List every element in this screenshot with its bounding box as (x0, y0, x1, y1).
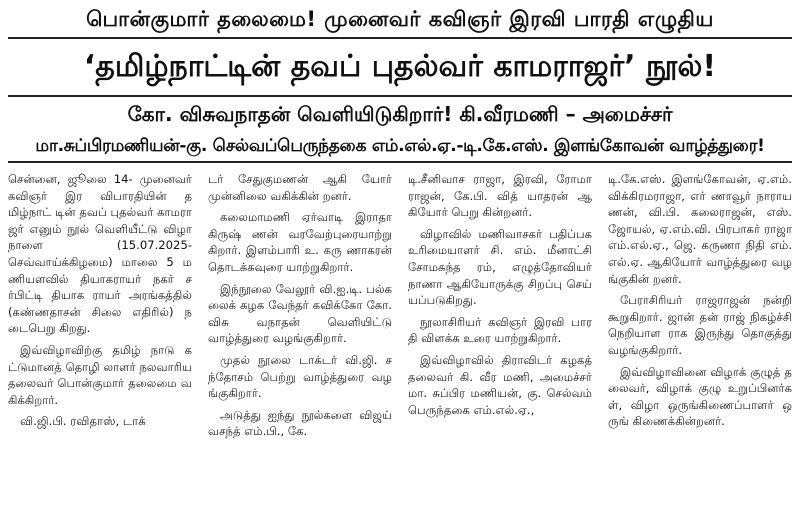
paragraph: இவ்விழாவிற்கு தமிழ் நாடு கட்டுமானத் தொழி லாளர் நலவாரிய தலைவர் பொன்குமார் தலைமை வகிக்கிறார். (8, 342, 192, 407)
headline-sub-2: மா.சுப்பிரமணியன்-கு. செல்வப்பெருந்தகை எம்.எல்.ஏ.-டி.கே.எஸ். இளங்கோவன் வாழ்த்துரை! (8, 131, 792, 163)
paragraph: நூலாசிரியர் கவிஞர் இரவி பாரதி விளக்க உரை யாற்றுகிறார். (408, 314, 592, 346)
article-body (8, 163, 792, 511)
paragraph: இந்நூலை வேலூர் வி.ஐ.டி. பல்கலைக் கழக வேந்தர் கவிக்கோ கோ. விசு வநாதன் வெளியிட்டு வாழ்த்துரை வழங்குகிறார். (208, 281, 392, 346)
article-column-4 (608, 171, 792, 511)
paragraph: டி.சீனிவாச ராஜா, இரவி, ரோமா ராஜன், கே.பி. வித் யாதரன் ஆகியோர் பெறு கின்றனர். (408, 172, 592, 220)
paragraph: இவ்விழாவினை விழாக் குழுத் தலைவர், விழாக் குழு உறுப்பினர்கள், விழா ஒருங்கிணைப்பாளர் ஒருங் கிணைக்கின்றனர். (608, 364, 792, 429)
paragraph: வி.ஜி.பி. ரவிதாஸ், டாக் (20, 414, 146, 429)
paragraph: பேராசிரியர் ராஜராஜன் நன்றி கூறுகிறார். ஜான் தன் ராஜ் நிகழ்ச்சி நெறியாள ராக இருந்து தொகுத்து வழங்குகிறார். (608, 293, 792, 357)
paragraph: இவ்விழாவில் திராவிடர் கழகத் தலைவர் கி. வீர மணி, அமைச்சர் மா. சுப்பிர மணியன், கு. செல்வம் பெருந்தகை எம்.எல்.ஏ., (408, 352, 592, 417)
paragraph: முதல் நூலை டாக்டர் வி.ஜி. சந்தோசம் பெற்று வாழ்த்துரை வழங்குகிறார். (208, 352, 392, 401)
paragraph: விழாவில் மணிவாசகர் பதிப்பக உரிமையாளர் சி. எம். மீனாட்சி சோமசுந்த ரம், எழுத்தோவியர் நாணா ஆகியோருக்கு சிறப்பு செய் யப்படுகிறது. (408, 226, 592, 308)
headline-kicker: பொன்குமார் தலைமை! முனைவர் கவிஞர் இரவி பாரதி எழுதிய (8, 4, 792, 39)
article-column-3 (408, 171, 592, 511)
article-column-1 (8, 171, 192, 511)
paragraph: டி.கே.எஸ். இளங்கோவன், ஏ.எம். விக்கிரமராஜா, எர் ணாவூர் நாராயணன், வி.பி. கலைராஜன், எஸ். ஜோயல், ஏ.எம்.வி. பிரபாகர் ராஜா எம்.எல்.ஏ., ஜெ. கருணா நிதி எம்.எல்.ஏ. ஆகியோர் வாழ்த்துரை வழங்குகின் றனர். (608, 172, 792, 286)
article-column-2 (208, 171, 392, 511)
paragraph: அடுத்து ஐந்து நூல்களை விஜய் வசந்த் எம்.பி., கே. (208, 407, 392, 439)
paragraph: சென்னை, ஜூலை 14- முனைவர் கவிஞர் இர விபாரதியின் தமிழ்நாட் டின் தவப் புதல்வர் காமரா ஜர் எனும் நூல் வெளியீட்டு விழா நாளை (15.07.2025- செவ்வாய்க்கிழமை) மாலை 5 மணியளவில் தியாகராயர் நகர் சர்பிட்டி தியாக ராயர் அரங்கத்தில் (கண்ணதாசன் சிலை எதிரில்) நடைபெறு கிறது. (8, 172, 192, 336)
headline-sub-1: கோ. விசுவநாதன் வெளியிடுகிறார்! கி.வீரமணி – அமைச்சர் (127, 102, 673, 126)
paragraph: டர் சேதுகுமணன் ஆகி யோர் முன்னிலை வகிக்கின் றனர். (208, 172, 392, 203)
paragraph: கலைமாமணி ஏர்வாடி இராதா கிருஷ் ணன் வரவேற்புரையாற்று கிறார். இளம்பாரி உ. கரு ணாகரன் தொடக்கவுரை யாற்றுகிறார். (208, 210, 392, 274)
headline-main: ‘தமிழ்நாட்டின் தவப் புதல்வர் காமராஜர்’ நூல்! (8, 39, 792, 97)
